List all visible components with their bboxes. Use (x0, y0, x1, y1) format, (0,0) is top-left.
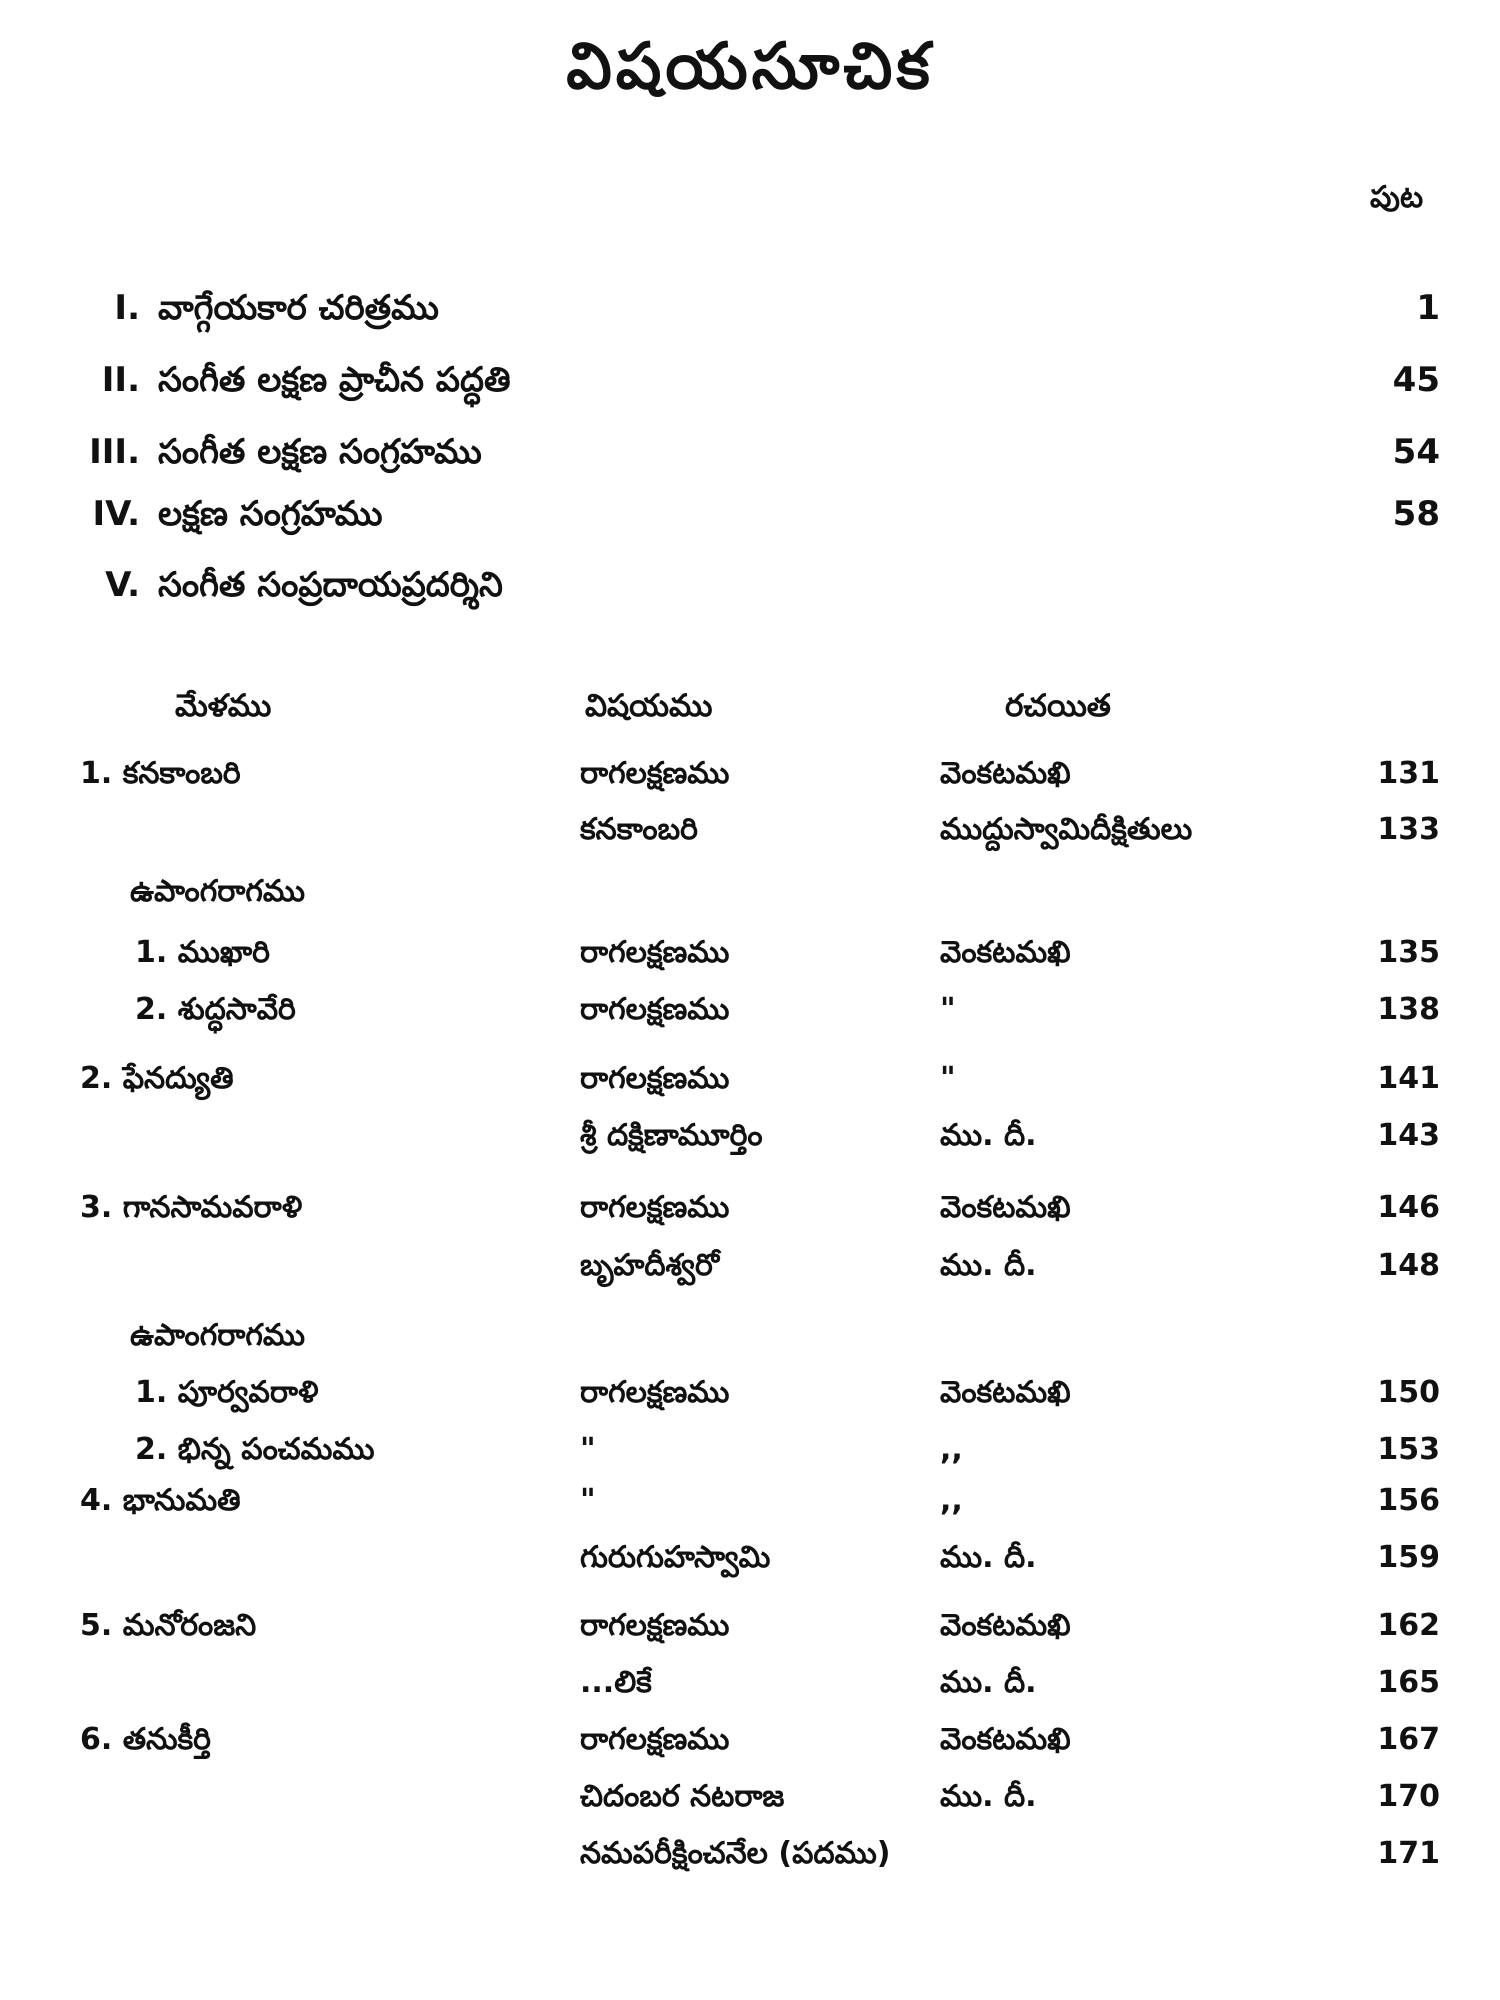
row-page-number: 165 (1377, 1665, 1440, 1700)
row-subject: రాగలక్షణము (580, 935, 730, 970)
table-row (0, 1608, 1500, 1658)
toc-top-entry-title: లక్షణ సంగ్రహము (158, 494, 383, 534)
row-mela: 3. గానసామవరాళి (80, 1190, 303, 1225)
row-author: వెంకటమఖి (940, 1608, 1071, 1643)
table-row (0, 1248, 1500, 1298)
page-column-label: పుట (1370, 180, 1424, 215)
toc-top-entry (0, 432, 1440, 482)
table-row (0, 1432, 1500, 1482)
row-page-number: 135 (1377, 935, 1440, 970)
table-row (0, 1061, 1500, 1111)
row-author: వెంకటమఖి (940, 756, 1071, 791)
toc-top-entry-page: 1 (1416, 288, 1440, 328)
row-page-number: 167 (1377, 1722, 1440, 1757)
row-subject: చిదంబర నటరాజ (580, 1779, 785, 1814)
row-author: " (940, 1061, 956, 1096)
toc-top-entry-page: 45 (1392, 360, 1440, 400)
table-row (0, 1836, 1500, 1886)
toc-top-entry-page: 58 (1392, 494, 1440, 534)
row-mela: 1. కనకాంబరి (80, 756, 241, 791)
row-author: వెంకటమఖి (940, 935, 1071, 970)
row-subject: గురుగుహస్వామి (580, 1540, 771, 1575)
row-page-number: 138 (1377, 992, 1440, 1027)
row-subject: రాగలక్షణము (580, 1722, 730, 1757)
toc-top-entry (0, 288, 1440, 338)
row-subject: రాగలక్షణము (580, 1608, 730, 1643)
table-row (0, 1779, 1500, 1829)
row-subject: " (580, 1432, 596, 1467)
row-page-number: 159 (1377, 1540, 1440, 1575)
toc-top-entry-title: సంగీత సంప్రదాయప్రదర్శిని (158, 565, 503, 605)
row-author: ము. దీ. (940, 1540, 1037, 1575)
row-subject: కనకాంబరి (580, 812, 698, 847)
table-row (0, 1483, 1500, 1533)
table-row (0, 812, 1500, 862)
table-row (0, 1722, 1500, 1772)
row-page-number: 153 (1377, 1432, 1440, 1467)
toc-top-entry-number: IV. (92, 494, 140, 534)
row-mela: 4. భానుమతి (80, 1483, 241, 1518)
toc-top-entry-page: 54 (1392, 432, 1440, 472)
row-subject: " (580, 1483, 596, 1518)
row-page-number: 162 (1377, 1608, 1440, 1643)
toc-top-entry-title: సంగీత లక్షణ ప్రాచీన పద్ధతి (158, 360, 511, 400)
row-author: ము. దీ. (940, 1665, 1037, 1700)
row-page-number: 141 (1377, 1061, 1440, 1096)
row-page-number: 170 (1377, 1779, 1440, 1814)
row-page-number: 133 (1377, 812, 1440, 847)
row-subject: శ్రీ దక్షిణామూర్తిం (580, 1118, 763, 1153)
table-row (0, 1540, 1500, 1590)
toc-top-entry-title: వాగ్గేయకార చరిత్రము (158, 288, 439, 328)
row-mela: 6. తనుకీర్తి (80, 1722, 211, 1757)
table-row (0, 1190, 1500, 1240)
header-author: రచయిత (1005, 688, 1111, 724)
row-author: వెంకటమఖి (940, 1722, 1071, 1757)
row-page-number: 156 (1377, 1483, 1440, 1518)
toc-top-entry (0, 565, 1440, 615)
row-page-number: 131 (1377, 756, 1440, 791)
table-row (0, 992, 1500, 1042)
table-row (0, 1665, 1500, 1715)
row-subject: ...లికే (580, 1665, 652, 1700)
table-row (0, 1375, 1500, 1425)
table-row (0, 935, 1500, 985)
row-subject: రాగలక్షణము (580, 992, 730, 1027)
table-row (0, 1318, 1500, 1368)
row-author: ము. దీ. (940, 1118, 1037, 1153)
toc-top-entry-number: III. (89, 432, 140, 472)
table-row (0, 756, 1500, 806)
table-row (0, 874, 1500, 924)
row-author: వెంకటమఖి (940, 1375, 1071, 1410)
row-mela: 2. ఫేనద్యుతి (80, 1061, 234, 1096)
toc-top-entry (0, 360, 1440, 410)
toc-top-entry-title: సంగీత లక్షణ సంగ్రహము (158, 432, 482, 472)
row-author: వెంకటమఖి (940, 1190, 1071, 1225)
row-author: ము. దీ. (940, 1248, 1037, 1283)
row-page-number: 171 (1377, 1836, 1440, 1871)
row-subject: రాగలక్షణము (580, 1190, 730, 1225)
row-mela: 1. ముఖారి (135, 935, 270, 970)
toc-top-entry (0, 494, 1440, 544)
row-subject: రాగలక్షణము (580, 1375, 730, 1410)
row-author: ముద్దుస్వామిదీక్షితులు (940, 812, 1193, 847)
row-subject: రాగలక్షణము (580, 1061, 730, 1096)
row-subject: రాగలక్షణము (580, 756, 730, 791)
row-mela: 2. భిన్న పంచమము (135, 1432, 375, 1467)
row-page-number: 148 (1377, 1248, 1440, 1283)
row-mela: 2. శుద్ధసావేరి (135, 992, 296, 1027)
row-mela: 1. పూర్వవరాళి (135, 1375, 319, 1410)
row-page-number: 143 (1377, 1118, 1440, 1153)
toc-top-entry-number: II. (101, 360, 140, 400)
row-author: ము. దీ. (940, 1779, 1037, 1814)
row-author: " (940, 992, 956, 1027)
table-row (0, 1118, 1500, 1168)
toc-top-entry-number: V. (105, 565, 140, 605)
row-subject: బృహదీశ్వరో (580, 1248, 720, 1283)
header-mela: మేళము (175, 688, 272, 724)
row-mela: ఉపాంగరాగము (130, 874, 305, 909)
row-mela: 5. మనోరంజని (80, 1608, 257, 1643)
row-mela: ఉపాంగరాగము (130, 1318, 305, 1353)
row-page-number: 146 (1377, 1190, 1440, 1225)
page-title: విషయసూచిక (566, 30, 934, 104)
row-author: ,, (940, 1432, 963, 1467)
row-page-number: 150 (1377, 1375, 1440, 1410)
header-subject: విషయము (585, 688, 713, 724)
toc-top-entry-number: I. (114, 288, 140, 328)
row-author: ,, (940, 1483, 963, 1518)
row-subject: నమపరీక్షించనేల (పదము) (580, 1836, 891, 1871)
